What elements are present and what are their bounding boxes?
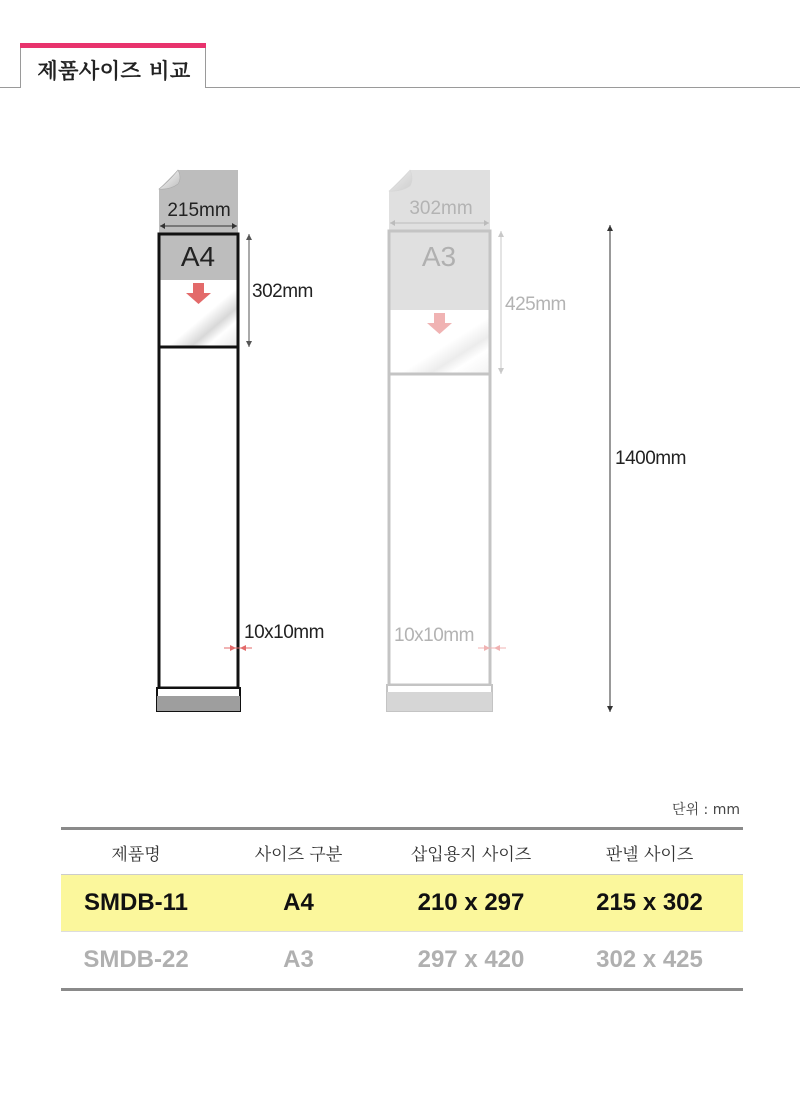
header-size-type: 사이즈 구분 xyxy=(254,844,343,865)
cell-size-type: A4 xyxy=(283,889,314,916)
table-bottom-rule xyxy=(61,988,743,991)
a3-stand xyxy=(387,170,566,711)
a4-stand xyxy=(157,170,324,711)
cell-size-type: A3 xyxy=(283,946,314,973)
a4-frame-label: 10x10mm xyxy=(244,622,324,643)
a3-paper-size-label: A3 xyxy=(421,241,457,272)
section-title: 제품사이즈 비교 xyxy=(37,59,191,83)
a3-height-label: 425mm xyxy=(505,294,566,315)
total-height-dimension xyxy=(607,225,686,712)
cell-product-name: SMDB-11 xyxy=(83,889,189,916)
unit-label: 단위 : mm xyxy=(672,802,740,818)
a3-frame-label: 10x10mm xyxy=(394,625,474,646)
size-table xyxy=(61,827,743,991)
a3-width-label: 302mm xyxy=(409,198,473,219)
cell-panel-size: 215 x 302 xyxy=(596,889,703,916)
header-panel-size: 판넬 사이즈 xyxy=(605,844,694,865)
a4-paper-size-label: A4 xyxy=(180,241,216,272)
header-product-name: 제품명 xyxy=(111,844,161,865)
cell-product-name: SMDB-22 xyxy=(83,946,189,973)
table-row xyxy=(61,931,743,988)
a4-height-label: 302mm xyxy=(252,281,313,302)
header-paper-size: 삽입용지 사이즈 xyxy=(410,844,532,865)
cell-panel-size: 302 x 425 xyxy=(596,946,703,973)
table-row xyxy=(61,875,743,931)
a4-width-label: 215mm xyxy=(167,200,231,221)
table-header-row xyxy=(61,830,743,875)
cell-paper-size: 210 x 297 xyxy=(417,889,525,916)
total-height-label: 1400mm xyxy=(615,448,686,469)
cell-paper-size: 297 x 420 xyxy=(417,946,525,973)
